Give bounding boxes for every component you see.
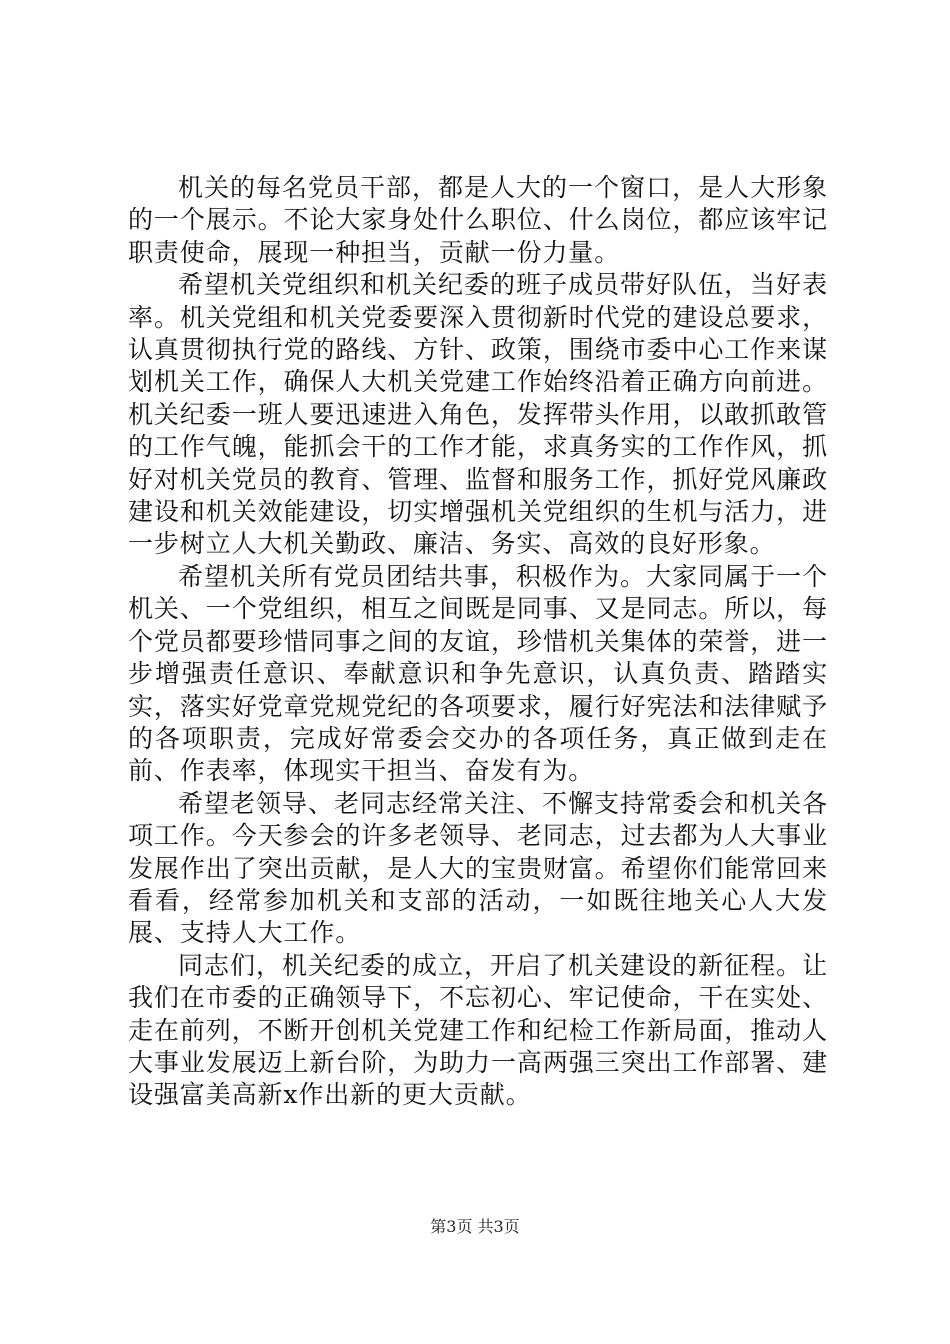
paragraph-3: 希望机关所有党员团结共事，积极作为。大家同属于一个机关、一个党组织，相互之间既是同事、又是同志。所以，每个党员都要珍惜同事之间的友谊，珍惜机关集体的荣誉，进一步增强责任意识、奉献意识和争先意识，认真负责、踏踏实实，落实好党章党规党纪的各项要求，履行好宪法和法律赋予的各项职责，完成好常委会交办的各项任务，真正做到走在前、作表率，体现实干担当、奋发有为。 bbox=[128, 561, 828, 786]
paragraph-4: 希望老领导、老同志经常关注、不懈支持常委会和机关各项工作。今天参会的许多老领导、老同志，过去都为人大事业发展作出了突出贡献，是人大的宝贵财富。希望你们能常回来看看，经常参加机关和支部的活动，一如既往地关心人大发展、支持人大工作。 bbox=[128, 788, 828, 948]
page-footer: 第3页 共3页 bbox=[430, 1217, 520, 1236]
document-body bbox=[128, 172, 828, 1112]
paragraph-1: 机关的每名党员干部，都是人大的一个窗口，是人大形象的一个展示。不论大家身处什么职位、什么岗位，都应该牢记职责使命，展现一种担当，贡献一份力量。 bbox=[128, 173, 828, 267]
paragraph-2: 希望机关党组织和机关纪委的班子成员带好队伍，当好表率。机关党组和机关党委要深入贯彻新时代党的建设总要求，认真贯彻执行党的路线、方针、政策，围绕市委中心工作来谋划机关工作，确保人大机关党建工作始终沿着正确方向前进。机关纪委一班人要迅速进入角色，发挥带头作用，以敢抓敢管的工作气魄，能抓会干的工作才能，求真务实的工作作风，抓好对机关党员的教育、管理、监督和服务工作，抓好党风廉政建设和机关效能建设，切实增强机关党组织的生机与活力，进一步树立人大机关勤政、廉洁、务实、高效的良好形象。 bbox=[128, 270, 828, 559]
paragraph-5: 同志们，机关纪委的成立，开启了机关建设的新征程。让我们在市委的正确领导下，不忘初心、牢记使命，干在实处、走在前列，不断开创机关党建工作和纪检工作新局面，推动人大事业发展迈上新台阶，为助力一高两强三突出工作部署、建设强富美高新x作出新的更大贡献。 bbox=[128, 950, 828, 1110]
